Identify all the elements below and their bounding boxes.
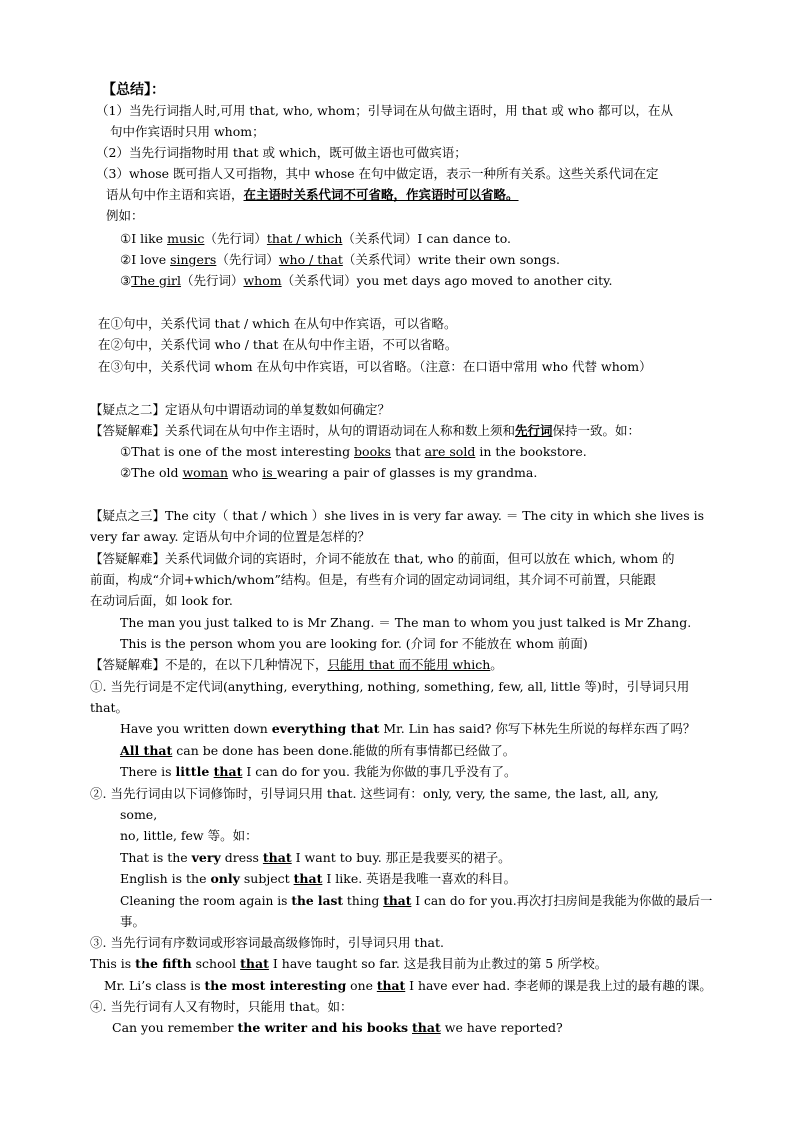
- emphasis: 只能用 that 而不能用 which: [327, 657, 491, 672]
- summary-point-3a: （3）whose 既可指人又可指物，其中 whose 在句中做定语，表示一种所有关系。这些关系代词在定: [96, 166, 659, 181]
- keyword: the writer and his books: [237, 1020, 409, 1035]
- keyword-that: that: [213, 764, 243, 779]
- text: ②The old: [120, 465, 183, 480]
- summary-point-1a: （1）当先行词指人时,可用 that, who, whom；引导词在从句做主语时，用 that 或 who 都可以，在从: [96, 103, 673, 118]
- keyword: All that: [120, 743, 173, 758]
- example-3: [120, 271, 613, 291]
- keyword: very: [191, 850, 221, 865]
- text: （先行词）: [180, 273, 244, 288]
- text: ②I love: [120, 252, 171, 267]
- rule-4-example-1: [112, 1018, 563, 1038]
- text: 。: [490, 657, 503, 672]
- text: I can do for you. 我能为你做的事几乎没有了。: [242, 764, 517, 779]
- question-2-title: 【疑点之二】定语从句中谓语动词的单复数如何确定？: [90, 402, 391, 417]
- text: There is: [120, 764, 176, 779]
- rule-3-example-2: [104, 976, 712, 996]
- relative-pronoun: who / that: [278, 252, 343, 267]
- keyword: the last: [291, 893, 344, 908]
- relative-pronoun: whom: [243, 273, 282, 288]
- text: English is the: [120, 871, 211, 886]
- question-3-line-1: 【疑点之三】The city（ that / which ）she lives in is very far away. ＝ The city in which she lives is: [90, 508, 705, 523]
- example-1: [120, 229, 511, 249]
- summary-point-3b: [106, 185, 519, 205]
- text: （关系代词）write their own songs.: [342, 252, 560, 267]
- example-2: [120, 250, 560, 270]
- rule-2-line-1: ②. 当先行词由以下词修饰时，引导词只用 that. 这些词有：only, very, the same, the last, all, any,: [90, 786, 659, 801]
- text: This is: [90, 956, 136, 971]
- antecedent: books: [354, 444, 392, 459]
- text: ③: [120, 273, 132, 288]
- antecedent: The girl: [131, 273, 181, 288]
- note-1: 在①句中，关系代词 that / which 在从句中作宾语，可以省略。: [98, 316, 457, 331]
- text: Mr. Li’s class is: [104, 978, 205, 993]
- text: school: [191, 956, 241, 971]
- question-3-answer-4: [90, 655, 503, 675]
- question-2-answer: [90, 421, 640, 441]
- question-3-answer-1: 【答疑解难】关系代词做介词的宾语时，介词不能放在 that, who 的前面，但可以放在 which, whom 的: [90, 551, 675, 566]
- keyword-that: that: [376, 978, 406, 993]
- rule-2-line-2: some,: [120, 807, 158, 822]
- text: Mr. Lin has said? 你写下林先生所说的每样东西了吗？: [379, 721, 696, 736]
- text: who: [228, 465, 263, 480]
- text: Can you remember: [112, 1020, 238, 1035]
- text: one: [346, 978, 377, 993]
- rule-2-example-2: [120, 869, 516, 889]
- text: （关系代词）you met days ago moved to another city.: [281, 273, 613, 288]
- text: I want to buy. 那正是我要买的裙子。: [291, 850, 511, 865]
- text: can be done has been done.能做的所有事情都已经做了。: [172, 743, 516, 758]
- antecedent: singers: [170, 252, 217, 267]
- text: （关系代词）I can dance to.: [342, 231, 511, 246]
- keyword-that: that: [240, 956, 269, 971]
- keyword: little: [175, 764, 214, 779]
- question-3-answer-2: 前面，构成“介词+which/whom”结构。但是，有些有介词的固定动词词组，其介词不可前置，只能跟: [90, 572, 656, 587]
- text: dress: [220, 850, 263, 865]
- text: I have taught so far. 这是我目前为止教过的第 5 所学校。: [268, 956, 608, 971]
- text: That is the: [120, 850, 192, 865]
- text: Cleaning the room again is: [120, 893, 292, 908]
- emphasis: 先行词: [515, 423, 553, 438]
- text: 保持一致。如：: [552, 423, 641, 438]
- rule-1-example-2: [120, 741, 515, 761]
- example-label: 例如：: [106, 208, 144, 223]
- relative-pronoun: that / which: [266, 231, 343, 246]
- text: I like. 英语是我唯一喜欢的科目。: [322, 871, 517, 886]
- rule-2-example-1: [120, 848, 511, 868]
- antecedent: woman: [182, 465, 229, 480]
- keyword: the most interesting: [204, 978, 347, 993]
- text: （先行词）: [204, 231, 267, 246]
- rule-3-example-1: [90, 954, 607, 974]
- text: wearing a pair of glasses is my grandma.: [276, 465, 538, 480]
- rule-1-line-1: ①. 当先行词是不定代词(anything, everything, nothing, something, few, all, little 等)时，引导词只用: [90, 679, 690, 694]
- text: ①That is one of the most interesting: [120, 444, 355, 459]
- verb: is: [262, 465, 277, 480]
- keyword: the fifth: [135, 956, 192, 971]
- keyword: everything that: [271, 721, 380, 736]
- text: we have reported?: [440, 1020, 563, 1035]
- verb: are sold: [424, 444, 476, 459]
- summary-point-3b-emphasis: 在主语时关系代词不可省略，作宾语时可以省略。: [243, 187, 519, 202]
- summary-point-2: （2）当先行词指物时用 that 或 which，既可做主语也可做宾语；: [96, 145, 467, 160]
- text: 【答疑解难】关系代词在从句中作主语时，从句的谓语动词在人称和数上须和: [90, 423, 516, 438]
- question-3-example-1: The man you just talked to is Mr Zhang. ＝ The man to whom you just talked is Mr Zhang.: [120, 615, 692, 630]
- question-3-example-2: This is the person whom you are looking for. (介词 for 不能放在 whom 前面): [120, 636, 588, 651]
- rule-1-example-3: [120, 762, 516, 782]
- text: subject: [239, 871, 294, 886]
- summary-title: 【总结】：: [102, 82, 165, 98]
- text: I can do for you.再次打扫房间是我能为你做的最后一: [411, 893, 713, 908]
- question-3-answer-3: 在动词后面，如 look for.: [90, 593, 233, 608]
- text: ①I like: [120, 231, 168, 246]
- rule-3-line-1: ③. 当先行词有序数词或形容词最高级修饰时，引导词只用 that.: [90, 935, 444, 950]
- text: in the bookstore.: [475, 444, 587, 459]
- text: Have you written down: [120, 721, 272, 736]
- rule-1-line-2: that。: [90, 700, 129, 715]
- summary-point-1b: 句中作宾语时只用 whom；: [110, 124, 265, 139]
- rule-4-line-1: ④. 当先行词有人又有物时，只能用 that。如：: [90, 999, 353, 1014]
- text: thing: [343, 893, 384, 908]
- note-3: 在③句中，关系代词 whom 在从句中作宾语，可以省略。（注意：在口语中常用 who 代替 whom）: [98, 359, 652, 374]
- question-2-example-1: [120, 442, 587, 462]
- text: 【答疑解难】不是的，在以下几种情况下，: [90, 657, 328, 672]
- keyword-that: that: [383, 893, 412, 908]
- text: （先行词）: [216, 252, 279, 267]
- question-2-example-2: [120, 463, 537, 483]
- rule-2-example-3b: 事。: [120, 914, 146, 929]
- keyword-that: that: [412, 1020, 441, 1035]
- keyword-that: that: [262, 850, 292, 865]
- keyword: only: [210, 871, 240, 886]
- rule-2-example-3a: [120, 891, 712, 911]
- summary-point-3b-text: 语从句中作主语和宾语，: [106, 187, 244, 202]
- note-2: 在②句中，关系代词 who / that 在从句中作主语，不可以省略。: [98, 337, 458, 352]
- text: that: [391, 444, 425, 459]
- antecedent: music: [167, 231, 205, 246]
- text: I have ever had. 李老师的课是我上过的最有趣的课。: [405, 978, 712, 993]
- keyword-that: that: [293, 871, 323, 886]
- rule-1-example-1: [120, 719, 695, 739]
- question-3-line-2: very far away. 定语从句中介词的位置是怎样的？: [90, 529, 370, 544]
- rule-2-line-3: no, little, few 等。如：: [120, 828, 258, 843]
